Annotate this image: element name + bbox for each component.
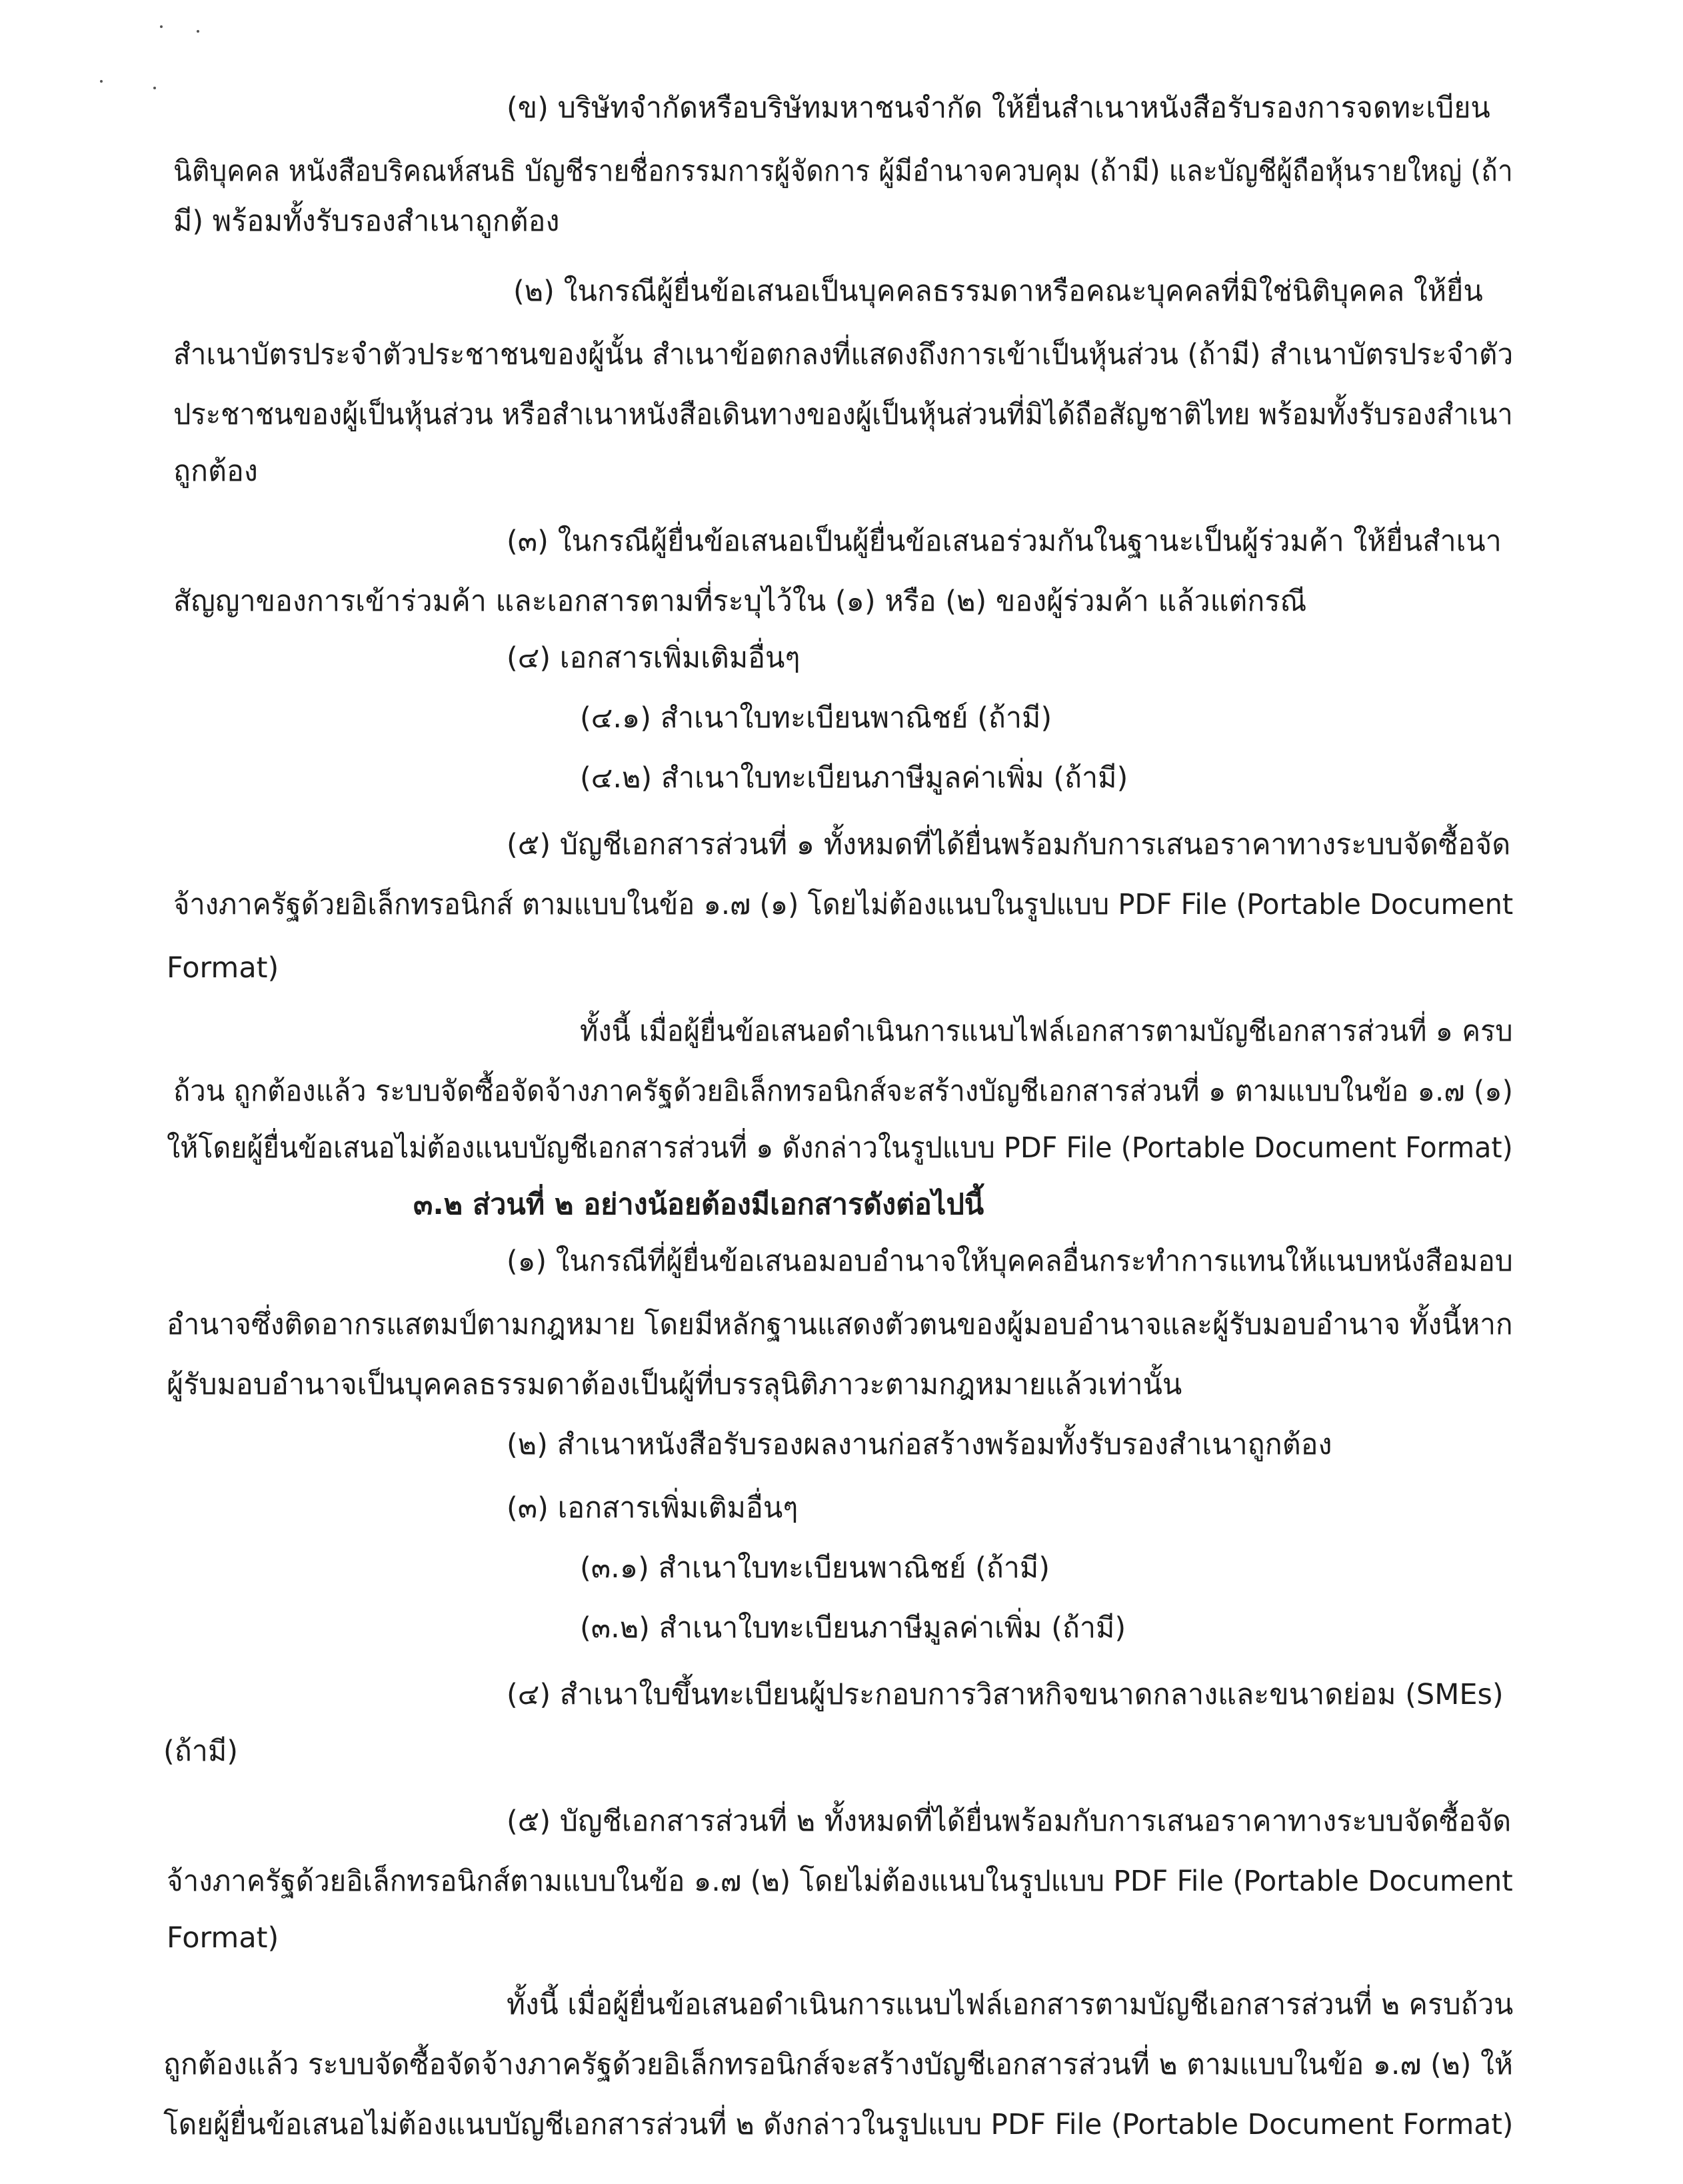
text-line: สัญญาของการเข้าร่วมค้า และเอกสารตามที่ระบุไว้ใน (๑) หรือ (๒) ของผู้ร่วมค้า แล้วแต่กรณี	[173, 585, 1307, 618]
scan-speck	[100, 80, 103, 83]
text-line: ถูกต้อง	[173, 455, 258, 488]
text-line: จ้างภาครัฐด้วยอิเล็กทรอนิกส์ตามแบบในข้อ ๑.๗ (๒) โดยไม่ต้องแนบในรูปแบบ PDF File (Portable Document	[167, 1865, 1513, 1898]
text-line: อำนาจซึ่งติดอากรแสตมป์ตามกฎหมาย โดยมีหลักฐานแสดงตัวตนของผู้มอบอำนาจและผู้รับมอบอำนาจ ทั้งนี้หาก	[167, 1308, 1513, 1341]
text-line: Format)	[167, 1921, 279, 1955]
text-line: (๔) เอกสารเพิ่มเติมอื่นๆ	[507, 641, 801, 675]
text-line: จ้างภาครัฐด้วยอิเล็กทรอนิกส์ ตามแบบในข้อ ๑.๗ (๑) โดยไม่ต้องแนบในรูปแบบ PDF File (Portable Document	[173, 888, 1514, 921]
text-line: ทั้งนี้ เมื่อผู้ยื่นข้อเสนอดำเนินการแนบไฟล์เอกสารตามบัญชีเอกสารส่วนที่ ๒ ครบถ้วน	[507, 1988, 1514, 2021]
text-line: Format)	[167, 951, 279, 985]
text-line: โดยผู้ยื่นข้อเสนอไม่ต้องแนบบัญชีเอกสารส่วนที่ ๒ ดังกล่าวในรูปแบบ PDF File (Portable Document Format)	[163, 2108, 1514, 2141]
text-line: (๔.๒) สำเนาใบทะเบียนภาษีมูลค่าเพิ่ม (ถ้ามี)	[580, 761, 1128, 795]
text-line: ผู้รับมอบอำนาจเป็นบุคคลธรรมดาต้องเป็นผู้ที่บรรลุนิติภาวะตามกฎหมายแล้วเท่านั้น	[167, 1368, 1182, 1401]
text-line: (๒) ในกรณีผู้ยื่นข้อเสนอเป็นบุคคลธรรมดาหรือคณะบุคคลที่มิใช่นิติบุคคล ให้ยื่น	[513, 275, 1483, 308]
text-line: (๓) เอกสารเพิ่มเติมอื่นๆ	[507, 1491, 799, 1525]
text-line: (๔) สำเนาใบขึ้นทะเบียนผู้ประกอบการวิสาหกิจขนาดกลางและขนาดย่อม (SMEs)	[507, 1678, 1504, 1711]
text-line: (๕) บัญชีเอกสารส่วนที่ ๒ ทั้งหมดที่ได้ยื่นพร้อมกับการเสนอราคาทางระบบจัดซื้อจัด	[507, 1805, 1512, 1838]
text-line: (ถ้ามี)	[163, 1735, 239, 1768]
text-line: (๓) ในกรณีผู้ยื่นข้อเสนอเป็นผู้ยื่นข้อเสนอร่วมกันในฐานะเป็นผู้ร่วมค้า ให้ยื่นสำเนา	[507, 525, 1502, 558]
text-line: (๒) สำเนาหนังสือรับรองผลงานก่อสร้างพร้อมทั้งรับรองสำเนาถูกต้อง	[507, 1428, 1332, 1461]
text-line: (๕) บัญชีเอกสารส่วนที่ ๑ ทั้งหมดที่ได้ยื่นพร้อมกับการเสนอราคาทางระบบจัดซื้อจัด	[507, 828, 1511, 861]
text-line: ประชาชนของผู้เป็นหุ้นส่วน หรือสำเนาหนังสือเดินทางของผู้เป็นหุ้นส่วนที่มิได้ถือสัญชาติไทย พร้อมทั้งรับรองสำเนา	[173, 398, 1513, 431]
scan-speck	[197, 30, 199, 33]
text-line: (๓.๑) สำเนาใบทะเบียนพาณิชย์ (ถ้ามี)	[580, 1551, 1050, 1585]
text-line: (ข) บริษัทจำกัดหรือบริษัทมหาชนจำกัด ให้ยื่นสำเนาหนังสือรับรองการจดทะเบียน	[507, 91, 1490, 125]
text-line: ให้โดยผู้ยื่นข้อเสนอไม่ต้องแนบบัญชีเอกสารส่วนที่ ๑ ดังกล่าวในรูปแบบ PDF File (Portable Document Format)	[167, 1131, 1513, 1165]
scan-speck	[160, 25, 163, 28]
scan-speck	[153, 87, 156, 89]
text-line: ทั้งนี้ เมื่อผู้ยื่นข้อเสนอดำเนินการแนบไฟล์เอกสารตามบัญชีเอกสารส่วนที่ ๑ ครบ	[580, 1015, 1513, 1048]
text-line: (๑) ในกรณีที่ผู้ยื่นข้อเสนอมอบอำนาจให้บุคคลอื่นกระทำการแทนให้แนบหนังสือมอบ	[507, 1245, 1513, 1278]
text-line: สำเนาบัตรประจำตัวประชาชนของผู้นั้น สำเนาข้อตกลงที่แสดงถึงการเข้าเป็นหุ้นส่วน (ถ้ามี) สำเนาบัตรประจำตัว	[173, 338, 1514, 371]
text-line: นิติบุคคล หนังสือบริคณห์สนธิ บัญชีรายชื่อกรรมการผู้จัดการ ผู้มีอำนาจควบคุม (ถ้ามี) และบัญชีผู้ถือหุ้นรายใหญ่ (ถ้า	[173, 155, 1513, 188]
text-line: ๓.๒ ส่วนที่ ๒ อย่างน้อยต้องมีเอกสารดังต่อไปนี้	[413, 1188, 984, 1221]
text-line: ถูกต้องแล้ว ระบบจัดซื้อจัดจ้างภาครัฐด้วยอิเล็กทรอนิกส์จะสร้างบัญชีเอกสารส่วนที่ ๒ ตามแบบในข้อ ๑.๗ (๒) ให้	[163, 2048, 1513, 2081]
text-line: มี) พร้อมทั้งรับรองสำเนาถูกต้อง	[173, 205, 560, 238]
text-line: (๔.๑) สำเนาใบทะเบียนพาณิชย์ (ถ้ามี)	[580, 701, 1052, 735]
text-line: ถ้วน ถูกต้องแล้ว ระบบจัดซื้อจัดจ้างภาครัฐด้วยอิเล็กทรอนิกส์จะสร้างบัญชีเอกสารส่วนที่ ๑ ตามแบบในข้อ ๑.๗ (๑)	[173, 1075, 1513, 1108]
text-line: (๓.๒) สำเนาใบทะเบียนภาษีมูลค่าเพิ่ม (ถ้ามี)	[580, 1611, 1126, 1645]
